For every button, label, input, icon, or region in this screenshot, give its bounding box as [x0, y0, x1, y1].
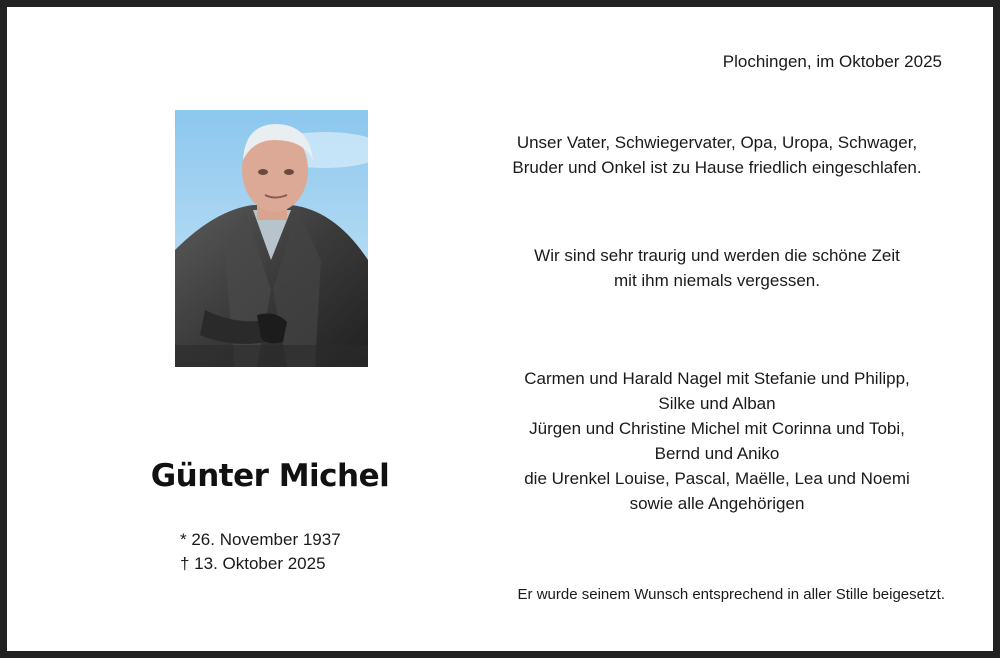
mourners-list — [478, 366, 956, 516]
mourner-line: die Urenkel Louise, Pascal, Maëlle, Lea und Noemi — [524, 469, 910, 488]
mourner-line: sowie alle Angehörigen — [629, 494, 805, 513]
intro-paragraph — [478, 130, 956, 180]
burial-note: Er wurde seinem Wunsch entsprechend in aller Stille beigesetzt. — [517, 586, 945, 603]
mourner-line: Carmen und Harald Nagel mit Stefanie und Philipp, — [524, 369, 910, 388]
death-date: † 13. Oktober 2025 — [180, 554, 326, 573]
sentiment-paragraph — [478, 243, 956, 293]
sentiment-line: mit ihm niemals vergessen. — [614, 271, 820, 290]
place-date: Plochingen, im Oktober 2025 — [722, 52, 942, 71]
intro-line: Bruder und Onkel ist zu Hause friedlich eingeschlafen. — [512, 158, 922, 177]
mourner-line: Silke und Alban — [658, 394, 776, 413]
mourner-line: Jürgen und Christine Michel mit Corinna und Tobi, — [529, 419, 905, 438]
sentiment-line: Wir sind sehr traurig und werden die schöne Zeit — [534, 246, 900, 265]
mourner-line: Bernd und Aniko — [654, 444, 780, 463]
portrait-photo — [175, 110, 368, 367]
deceased-name: Günter Michel — [150, 458, 390, 494]
birth-date: * 26. November 1937 — [180, 530, 341, 549]
life-dates — [180, 528, 341, 576]
intro-line: Unser Vater, Schwiegervater, Opa, Uropa, Schwager, — [516, 133, 918, 152]
